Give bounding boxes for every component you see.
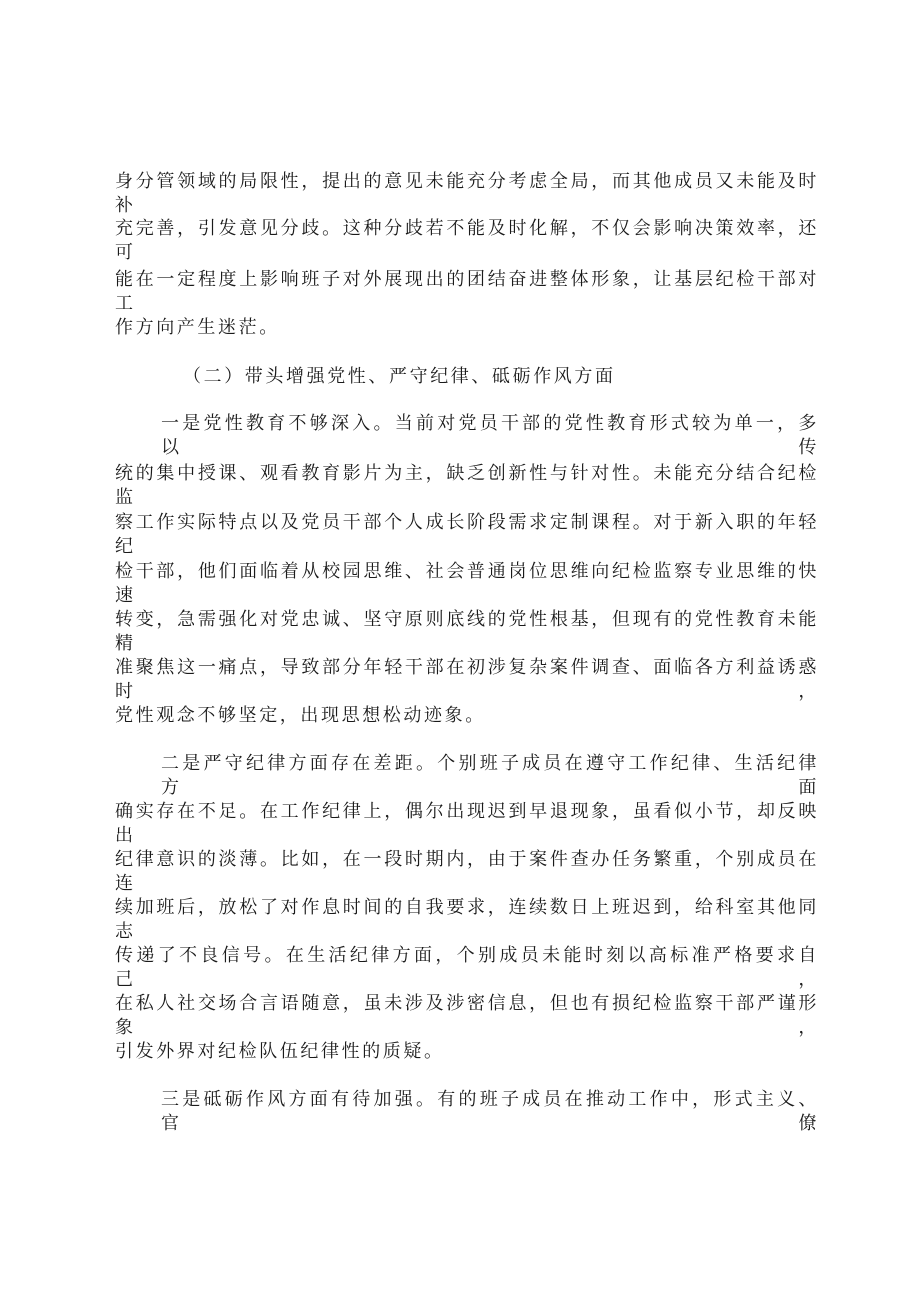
paragraph-line: 在私人社交场合言语随意，虽未涉及涉密信息，但也有损纪检监察干部严谨形象， <box>115 993 819 1038</box>
paragraph-line: 传递了不良信号。在生活纪律方面，个别成员未能时刻以高标准严格要求自己， <box>115 945 819 990</box>
paragraph-line: 充完善，引发意见分歧。这种分歧若不能及时化解，不仅会影响决策效率，还可 <box>115 218 819 263</box>
paragraph-line: 续加班后，放松了对作息时间的自我要求，连续数日上班迟到，给科室其他同志 <box>115 897 819 942</box>
paragraph-line: 转变，急需强化对党忠诚、坚守原则底线的党性根基，但现有的党性教育未能精 <box>115 609 819 654</box>
section-heading: （二）带头增强党性、严守纪律、砥砺作风方面 <box>183 366 616 387</box>
paragraph-line: 准聚焦这一痛点，导致部分年轻干部在初涉复杂案件调查、面临各方利益诱惑时， <box>115 657 819 702</box>
paragraph-line: 引发外界对纪检队伍纪律性的质疑。 <box>115 1041 445 1062</box>
paragraph-line: 作方向产生迷茫。 <box>115 317 280 338</box>
paragraph-line: 检干部，他们面临着从校园思维、社会普通岗位思维向纪检监察专业思维的快速 <box>115 561 819 606</box>
paragraph-line: 一是党性教育不够深入。当前对党员干部的党性教育形式较为单一，多以传 <box>161 413 819 458</box>
paragraph-line: 二是严守纪律方面存在差距。个别班子成员在遵守工作纪律、生活纪律方面 <box>161 753 819 798</box>
paragraph-line: 确实存在不足。在工作纪律上，偶尔出现迟到早退现象，虽看似小节，却反映出 <box>115 801 819 846</box>
paragraph-line: 察工作实际特点以及党员干部个人成长阶段需求定制课程。对于新入职的年轻纪 <box>115 512 819 557</box>
paragraph-line: 身分管领域的局限性，提出的意见未能充分考虑全局，而其他成员又未能及时补 <box>115 171 819 216</box>
paragraph-line: 纪律意识的淡薄。比如，在一段时期内，由于案件查办任务繁重，个别成员在连 <box>115 849 819 894</box>
paragraph-line: 三是砥砺作风方面有待加强。有的班子成员在推动工作中，形式主义、官僚 <box>161 1089 819 1134</box>
paragraph-line: 党性观念不够坚定，出现思想松动迹象。 <box>115 705 486 726</box>
paragraph-line: 统的集中授课、观看教育影片为主，缺乏创新性与针对性。未能充分结合纪检监 <box>115 463 819 508</box>
paragraph-line: 能在一定程度上影响班子对外展现出的团结奋进整体形象，让基层纪检干部对工 <box>115 269 819 314</box>
